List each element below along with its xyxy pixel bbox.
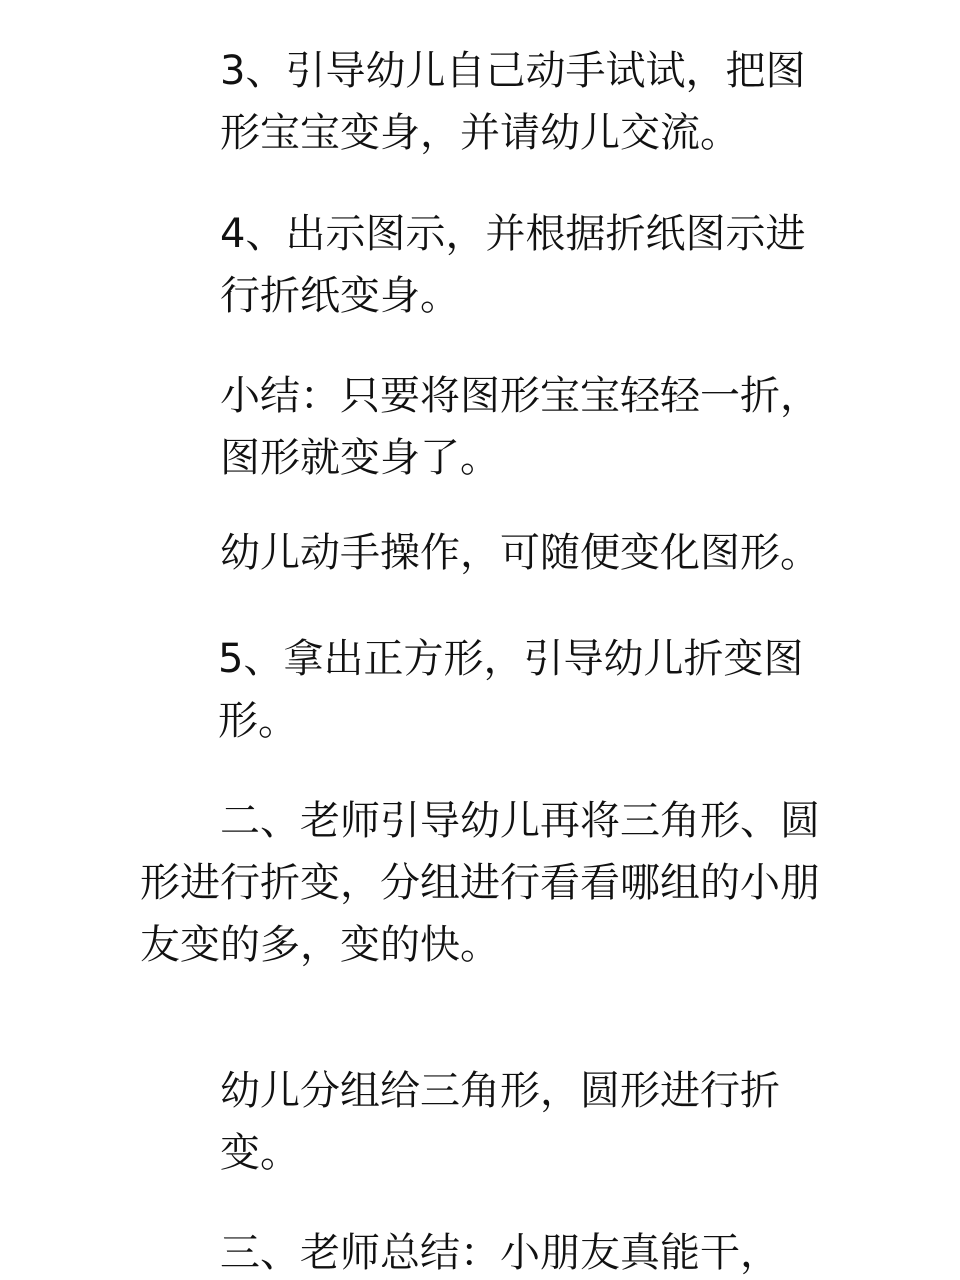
paragraph-section-3: 三、老师总结：小朋友真能干， xyxy=(220,1230,780,1276)
paragraph-child-activity: 幼儿动手操作，可随便变化图形。 xyxy=(220,530,820,576)
paragraph-summary: 小结：只要将图形宝宝轻轻一折，图形就变身了。 xyxy=(220,373,820,481)
paragraph-group-activity: 幼儿分组给三角形，圆形进行折变。 xyxy=(220,1068,780,1176)
paragraph-step-4: 4、出示图示，并根据折纸图示进行折纸变身。 xyxy=(220,211,806,319)
paragraph-section-2: 二、老师引导幼儿再将三角形、圆形进行折变，分组进行看看哪组的小朋友变的多，变的快。 xyxy=(140,798,820,968)
paragraph-step-5: 5、拿出正方形，引导幼儿折变图形。 xyxy=(218,636,804,744)
paragraph-step-3: 3、引导幼儿自己动手试试，把图形宝宝变身，并请幼儿交流。 xyxy=(220,48,806,156)
